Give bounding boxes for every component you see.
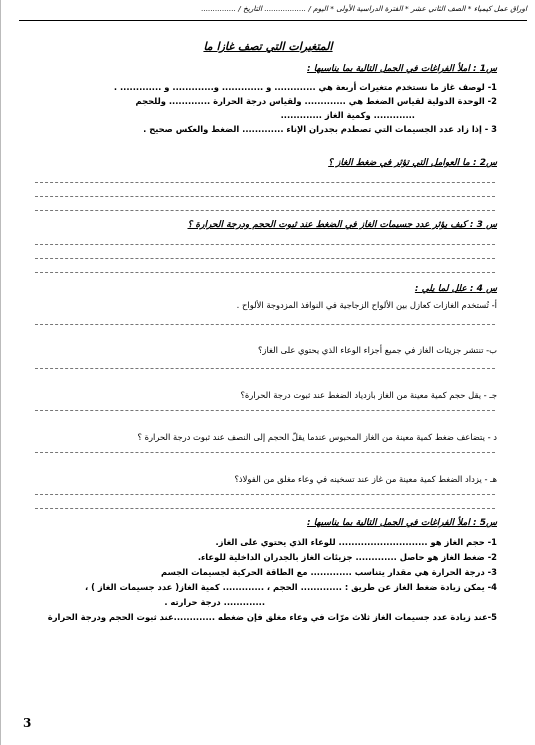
answer-line [35, 244, 495, 245]
question-5-heading: س5 : املأ الفراغات في الجمل التالية بما يناسبها : [307, 518, 497, 528]
question-4-item-a: أ- تُستخدم الغازات كعازل بين الألواح الزجاجية في النوافذ المزدوجة الألواح . [236, 300, 497, 310]
question-4-heading: س 4 : علل لما يلي : [414, 284, 497, 294]
answer-line [35, 258, 495, 259]
question-5-line-4: 4- يمكن زيادة ضغط الغاز عن طريق : ............. الحجم ، ............. كمية الغاز( عدد جسيمات الغاز ) ، [84, 582, 497, 592]
question-5-line-3: 3- درجة الحرارة هي مقدار يتناسب ............. مع الطاقة الحركية لجسيمات الجسم [161, 567, 497, 577]
answer-line [35, 210, 495, 211]
answer-line [35, 410, 495, 411]
question-4-item-d: د - يتضاعف ضغط كمية معينة من الغاز المحبوس عندما يقلّ الحجم إلى النصف عند ثبوت درجة الحرارة ؟ [137, 432, 497, 442]
question-5-line-1: 1- حجم الغاز هو ............................ للوعاء الذي يحتوي على الغاز. [215, 537, 497, 547]
page-title: المتغيرات التي تصف غازا ما [203, 40, 333, 53]
page-number: 3 [23, 716, 32, 730]
answer-line [35, 452, 495, 453]
answer-line [35, 324, 495, 325]
answer-line [35, 494, 495, 495]
page-header: اوراق عمل كيمياء * الصف الثاني عشر * الفترة الدراسية الأولى * اليوم / .................. التاريخ / ............... [201, 4, 527, 13]
answer-line [35, 508, 495, 509]
answer-line [35, 196, 495, 197]
question-1-line-3: ............. وكمية الغاز ............. [280, 110, 415, 120]
question-5-line-5: ............. درجة حرارته . [164, 597, 265, 607]
question-2-heading: س2 : ما العوامل التي تؤثر في ضغط الغاز ؟ [328, 158, 497, 168]
question-1-line-4: 3 - إذا زاد عدد الجسيمات التي تصطدم بجدران الإناء ............. الضغط والعكس صحيح . [143, 124, 497, 134]
question-1-line-1: 1- لوصف غاز ما نستخدم متغيرات أربعة هي ............. و ............. و............. و ............. . [113, 82, 497, 92]
question-4-item-c: جـ - يقل حجم كمية معينة من الغاز بازدياد الضغط عند ثبوت درجة الحرارة؟ [240, 390, 497, 400]
question-5-line-6: 5-عند زيادة عدد جسيمات الغاز ثلاث مرّات في وعاء مغلق فإن ضغطه .............عند ثبوت الحجم ودرجة الحرارة [47, 612, 497, 622]
question-3-heading: س 3 : كيف يؤثر عدد جسيمات الغاز في الضغط عند ثبوت الحجم ودرجة الحرارة ؟ [187, 220, 497, 230]
question-4-item-e: هـ - يزداد الضغط كمية معينة من غاز عند تسخينه في وعاء مغلق من الفولاذ؟ [234, 474, 497, 484]
question-1-line-2: 2- الوحدة الدولية لقياس الضغط هي ............. ولقياس درجة الحرارة ............. وللحجم [135, 96, 497, 106]
answer-line [35, 182, 495, 183]
question-5-line-2: 2- ضغط الغاز هو حاصل ............. جزيئات الغاز بالجدران الداخلية للوعاء. [197, 552, 497, 562]
question-1-heading: س1 : املأ الفراغات في الجمل التالية بما يناسبها : [307, 64, 497, 74]
answer-line [35, 272, 495, 273]
question-4-item-b: ب- تنتشر جزيئات الغاز في جميع أجزاء الوعاء الذي يحتوي على الغاز؟ [257, 345, 497, 355]
answer-line [35, 368, 495, 369]
header-rule [19, 20, 527, 21]
